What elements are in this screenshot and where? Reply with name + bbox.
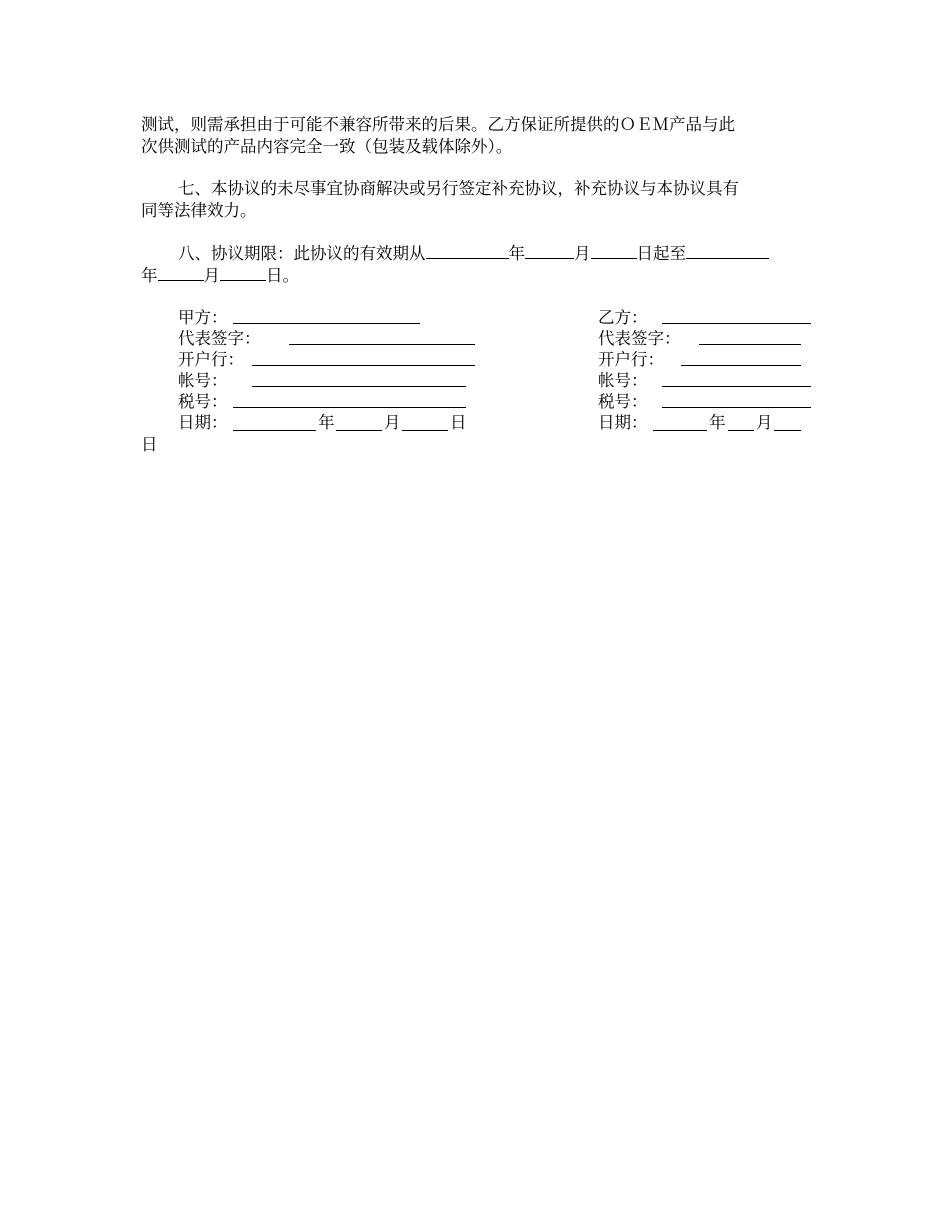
clause-8-month-label: 月 [574,244,591,263]
party-b-date-year-field[interactable] [653,430,707,431]
party-a-account-field[interactable] [252,386,466,387]
party-b-date-day-field[interactable] [774,430,801,431]
end-month-blank[interactable] [158,264,204,281]
start-day-blank[interactable] [591,242,637,259]
party-b-account-label: 帐号： [598,371,648,390]
party-a-date-day-wrap: 日 [141,435,158,454]
party-b-rep-field[interactable] [699,344,801,345]
party-a-tax-label: 税号： [178,392,228,411]
party-b-date-year-label: 年 [709,413,726,432]
clause-7-line-1: 七、本协议的未尽事宜协商解决或另行签定补充协议，补充协议与本协议具有 [178,179,739,198]
party-a-rep-label: 代表签字： [178,329,261,348]
party-b-rep-label: 代表签字： [598,329,681,348]
party-b-date-month-label: 月 [756,413,773,432]
party-a-rep-field[interactable] [289,344,475,345]
party-a-date-day-label: 日 [450,413,467,432]
party-b-tax-label: 税号： [598,392,648,411]
party-a-name-field[interactable] [233,323,420,324]
clause-8-prefix: 八、协议期限：此协议的有效期从 [178,244,426,263]
party-b-name-label: 乙方： [598,308,648,327]
party-b-name-field[interactable] [662,323,811,324]
party-a-bank-field[interactable] [252,365,475,366]
end-day-blank[interactable] [220,264,266,281]
clause-6-line-2: 次供测试的产品内容完全一致（包装及载体除外）。 [141,137,513,156]
party-a-bank-label: 开户行： [178,350,244,369]
party-a-date-month-label: 月 [384,413,401,432]
party-a-date-month-field[interactable] [336,430,382,431]
start-year-blank[interactable] [426,242,509,259]
clause-8-end-month-label: 月 [203,266,220,285]
party-a-account-label: 帐号： [178,371,228,390]
party-a-date-year-label: 年 [318,413,335,432]
clause-8-end-year-label: 年 [141,266,158,285]
party-b-account-field[interactable] [662,386,811,387]
party-a-date-year-field[interactable] [233,430,316,431]
clause-8-line-1 [178,242,811,264]
clause-8-line-2 [141,264,811,286]
party-b-bank-field[interactable] [681,365,801,366]
party-b-tax-field[interactable] [662,407,811,408]
party-a-date-label: 日期： [178,413,228,432]
start-month-blank[interactable] [525,242,574,259]
party-a-name-label: 甲方： [178,308,228,327]
party-b-date-month-field[interactable] [728,430,754,431]
party-a-tax-field[interactable] [233,407,466,408]
clause-6-line-1: 测试，则需承担由于可能不兼容所带来的后果。乙方保证所提供的ＯＥＭ产品与此 [141,115,735,134]
clause-8-day-from-label: 日起至 [636,244,686,263]
party-b-bank-label: 开户行： [598,350,664,369]
end-year-blank[interactable] [686,242,769,259]
clause-8-year-label: 年 [508,244,525,263]
party-a-date-day-field[interactable] [402,430,448,431]
clause-7-line-2: 同等法律效力。 [141,201,257,220]
clause-8-end-day-label: 日。 [266,266,299,285]
party-b-date-label: 日期： [598,413,648,432]
